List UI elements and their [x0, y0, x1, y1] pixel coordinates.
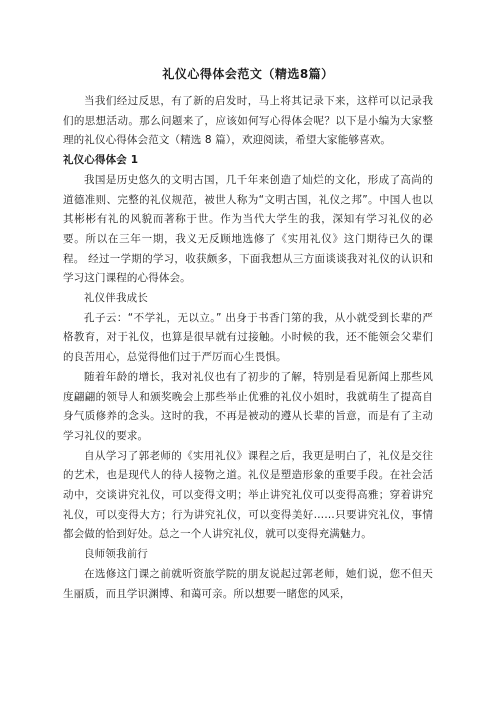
document-title: 礼仪心得体会范文（精选8篇）: [162, 67, 334, 81]
section-paragraph: 我国是历史悠久的文明古国，几千年来创造了灿烂的文化，形成了高尚的道德准则、完整的礼仪规范，被世人称为“文明古国，礼仪之邦”。中国人也以其彬彬有礼的风貌而著称于世。作为当代大学生的我，深知有学习礼仪的必要。所以在三年一期，我义无反顾地选修了《实用礼仪》这门期待已久的课程。 经过一学期的学习，收获颇多，下面我想从三方面谈谈我对礼仪的认识和学习这门课程的心得体会。: [63, 173, 433, 285]
section-paragraph: 自从学习了郭老师的《实用礼仪》课程之后，我更是明白了，礼仪是交往的艺术，也是现代人的待人接物之道。礼仪是塑造形象的重要手段。在社会活动中，交谈讲究礼仪，可以变得文明；举止讲究礼仪可以变得高雅；穿着讲究礼仪，可以变得大方；行为讲究礼仪，可以变得美好……只要讲究礼仪，事情都会做的恰到好处。总之一个人讲究礼仪，就可以变得充满魅力。: [63, 449, 433, 541]
section-paragraph: 在选修这门课之前就听资旅学院的朋友说起过郭老师，她们说，您不但天生丽质，而且学识渊博、和蔼可亲。所以想要一睹您的风采，: [63, 567, 433, 600]
section-paragraph: 孔子云：“不学礼，无以立。” 出身于书香门第的我，从小就受到长辈的严格教育，对于礼仪，也算是很早就有过接触。小时候的我，还不能领会父辈们的良苦用心，总觉得他们过于严厉而心生畏惧。: [63, 311, 433, 364]
section-paragraph: 随着年龄的增长，我对礼仪也有了初步的了解，特别是看见新闻上那些风度翩翩的领导人和颁奖晚会上那些举止优雅的礼仪小姐时，我就萌生了提高自身气质修养的念头。这时的我，不再是被动的遵从长辈的旨意，而是有了主动学习礼仪的要求。: [63, 370, 433, 442]
subheading-teacher: 良师领我前行: [84, 548, 148, 561]
document-body: [63, 92, 433, 604]
intro-paragraph: 当我们经过反思，有了新的启发时，马上将其记录下来，这样可以记录我们的思想活动。那么问题来了，应该如何写心得体会呢？以下是小编为大家整理的礼仪心得体会范文（精选 8 篇），欢迎阅读，希望大家能够喜欢。: [63, 95, 433, 147]
section-heading: 礼仪心得体会 1: [63, 154, 139, 167]
subheading-growth: 礼仪伴我成长: [84, 292, 148, 305]
